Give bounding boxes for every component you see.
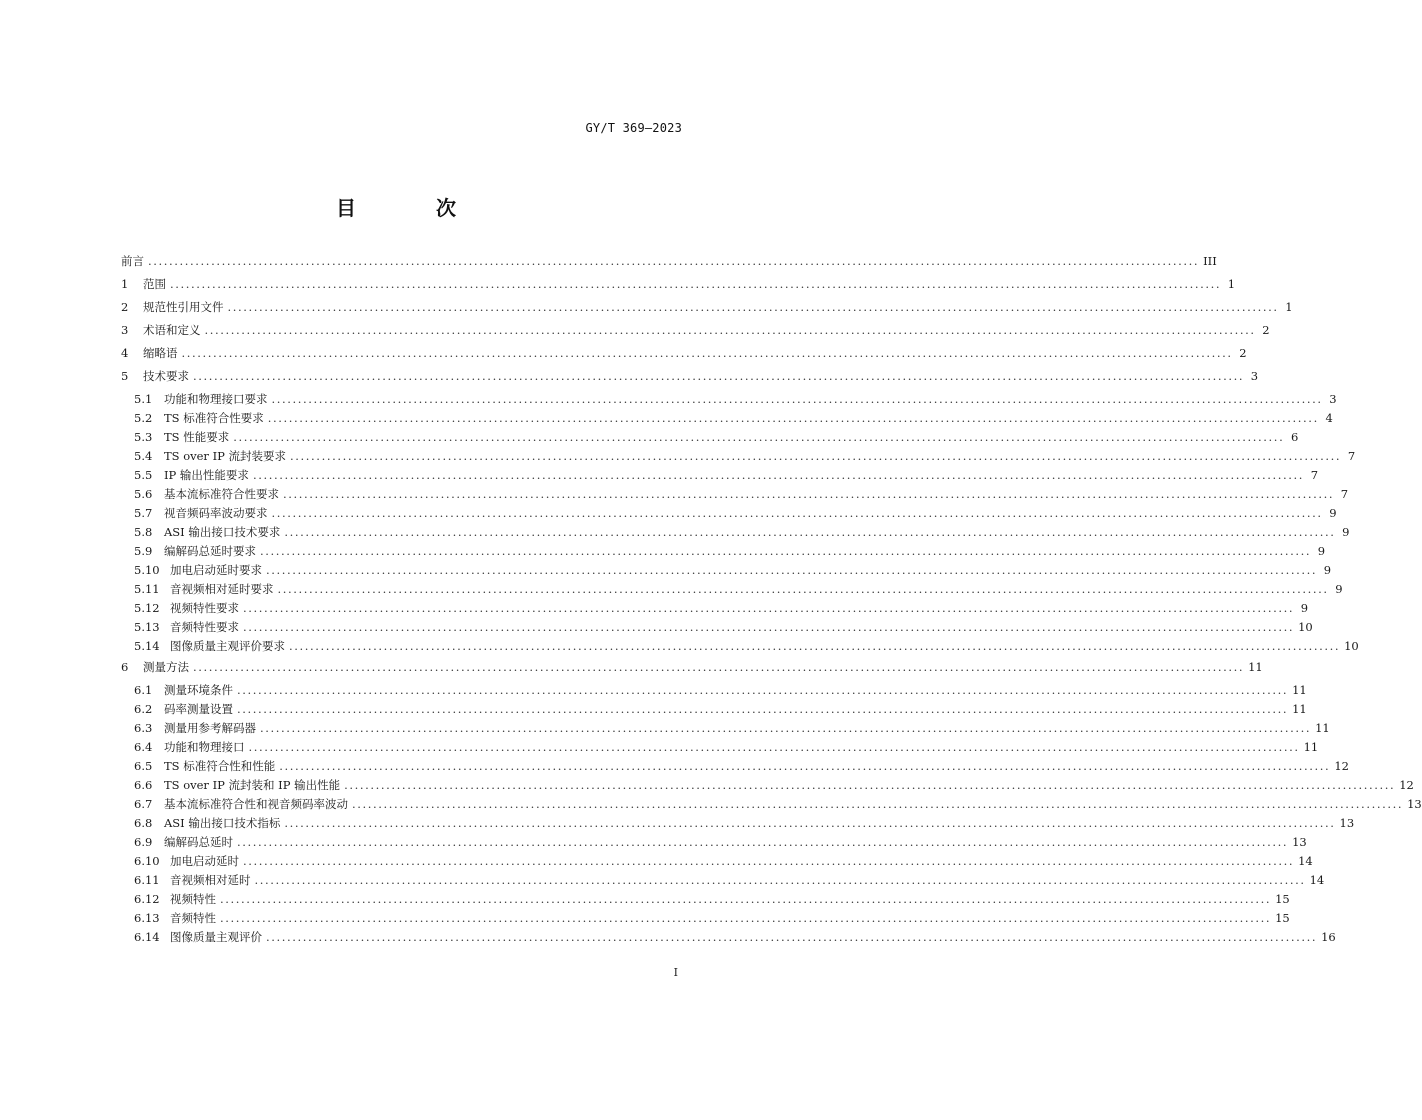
toc-entry-page: 7 bbox=[1347, 449, 1356, 463]
toc-entry-number: 3 bbox=[121, 323, 129, 337]
toc-entry-number: 6.13 bbox=[134, 911, 160, 925]
toc-entry[interactable] bbox=[134, 700, 1307, 718]
toc-entry-page: 10 bbox=[1298, 620, 1313, 634]
toc-entry[interactable] bbox=[134, 637, 1359, 655]
toc-entry-number: 2 bbox=[121, 300, 129, 314]
toc-entry-page: 9 bbox=[1300, 601, 1309, 615]
toc-entry[interactable] bbox=[134, 757, 1349, 775]
toc-entry-page: 9 bbox=[1317, 544, 1326, 558]
standard-code: GY/T 369—2023 bbox=[585, 121, 682, 135]
dot-leader: ........................................................................................................................................................................................................ bbox=[220, 911, 1272, 925]
toc-entry-label: 编解码总延时要求 bbox=[164, 544, 256, 558]
dot-leader: ........................................................................................................................................................................................................ bbox=[266, 563, 1318, 577]
toc-entry-page: 15 bbox=[1275, 911, 1290, 925]
toc-entry-label: 图像质量主观评价要求 bbox=[170, 639, 285, 653]
toc-entry[interactable] bbox=[134, 871, 1325, 889]
toc-entry[interactable] bbox=[121, 298, 1293, 316]
page-number: I bbox=[673, 966, 678, 979]
toc-entry[interactable] bbox=[121, 275, 1236, 293]
toc-entry-label: 视频特性要求 bbox=[170, 601, 239, 615]
dot-leader: ........................................................................................................................................................................................................ bbox=[289, 639, 1341, 653]
toc-entry-page: 11 bbox=[1292, 702, 1307, 716]
toc-entry-page: 11 bbox=[1248, 660, 1263, 674]
toc-entry-page: 16 bbox=[1321, 930, 1336, 944]
toc-entry[interactable] bbox=[134, 542, 1326, 560]
toc-entry[interactable] bbox=[134, 795, 1422, 813]
toc-entry-number: 6 bbox=[121, 660, 129, 674]
toc-entry[interactable] bbox=[121, 367, 1259, 385]
dot-leader: ........................................................................................................................................................................................................ bbox=[248, 740, 1300, 754]
toc-entry-number: 5.14 bbox=[134, 639, 160, 653]
toc-entry[interactable] bbox=[134, 890, 1290, 908]
toc-entry[interactable] bbox=[121, 344, 1247, 362]
toc-entry[interactable] bbox=[134, 390, 1337, 408]
toc-entry-label: 功能和物理接口 bbox=[164, 740, 245, 754]
dot-leader: ........................................................................................................................................................................................................ bbox=[237, 683, 1289, 697]
toc-entry-page: 1 bbox=[1285, 300, 1293, 314]
toc-entry-page: 9 bbox=[1329, 506, 1337, 520]
toc-entry-page: 7 bbox=[1340, 487, 1349, 501]
toc-entry-number: 6.12 bbox=[134, 892, 160, 906]
toc-entry-number: 6.1 bbox=[134, 683, 153, 697]
toc-entry-label: ASI 输出接口技术指标 bbox=[164, 816, 281, 830]
dot-leader: ........................................................................................................................................................................................................ bbox=[193, 369, 1245, 383]
toc-entry-page: 11 bbox=[1315, 721, 1330, 735]
toc-entry-label: 编解码总延时 bbox=[164, 835, 233, 849]
dot-leader: ........................................................................................................................................................................................................ bbox=[148, 254, 1200, 268]
toc-entry-number: 5 bbox=[121, 369, 129, 383]
toc-entry-page: III bbox=[1203, 254, 1217, 268]
toc-entry[interactable] bbox=[121, 321, 1270, 339]
dot-leader: ........................................................................................................................................................................................................ bbox=[252, 468, 1305, 482]
toc-entry-page: 9 bbox=[1323, 563, 1332, 577]
toc-entry-number: 5.1 bbox=[134, 392, 153, 406]
toc-entry[interactable] bbox=[134, 618, 1313, 636]
dot-leader: ........................................................................................................................................................................................................ bbox=[181, 346, 1233, 360]
toc-entry-number: 5.9 bbox=[134, 544, 153, 558]
toc-entry-page: 11 bbox=[1292, 683, 1307, 697]
toc-entry-number: 6.9 bbox=[134, 835, 153, 849]
toc-entry[interactable] bbox=[134, 814, 1355, 832]
toc-entry-label: 视音频码率波动要求 bbox=[164, 506, 268, 520]
dot-leader: ........................................................................................................................................................................................................ bbox=[254, 873, 1306, 887]
toc-entry[interactable] bbox=[134, 523, 1350, 541]
dot-leader: ........................................................................................................................................................................................................ bbox=[237, 702, 1289, 716]
dot-leader: ........................................................................................................................................................................................................ bbox=[352, 797, 1404, 811]
toc-entry[interactable] bbox=[134, 580, 1343, 598]
dot-leader: ........................................................................................................................................................................................................ bbox=[271, 392, 1323, 406]
toc-entry-label: 术语和定义 bbox=[143, 323, 201, 337]
toc-entry[interactable] bbox=[134, 833, 1307, 851]
toc-entry[interactable] bbox=[121, 252, 1217, 270]
toc-entry[interactable] bbox=[134, 447, 1356, 465]
toc-entry-page: 2 bbox=[1262, 323, 1270, 337]
toc-entry-label: ASI 输出接口技术要求 bbox=[164, 525, 281, 539]
toc-entry-number: 6.10 bbox=[134, 854, 160, 868]
toc-entry-number: 5.6 bbox=[134, 487, 153, 501]
toc-entry-label: 前言 bbox=[121, 254, 144, 268]
toc-entry-number: 6.14 bbox=[134, 930, 160, 944]
toc-entry-number: 5.11 bbox=[134, 582, 160, 596]
toc-entry-number: 5.4 bbox=[134, 449, 153, 463]
dot-leader: ........................................................................................................................................................................................................ bbox=[170, 277, 1222, 291]
toc-entry-label: 技术要求 bbox=[143, 369, 189, 383]
toc-entry-number: 5.2 bbox=[134, 411, 153, 425]
dot-leader: ........................................................................................................................................................................................................ bbox=[193, 660, 1245, 674]
toc-entry-label: 基本流标准符合性要求 bbox=[164, 487, 279, 501]
dot-leader: ........................................................................................................................................................................................................ bbox=[271, 506, 1323, 520]
toc-entry-page: 13 bbox=[1292, 835, 1307, 849]
dot-leader: ........................................................................................................................................................................................................ bbox=[204, 323, 1256, 337]
toc-entry-label: TS over IP 流封装和 IP 输出性能 bbox=[164, 778, 341, 792]
toc-entry-page: 6 bbox=[1291, 430, 1299, 444]
toc-entry-page: 9 bbox=[1335, 582, 1343, 596]
toc-entry-label: 加电启动延时要求 bbox=[170, 563, 262, 577]
toc-entry-label: 功能和物理接口要求 bbox=[164, 392, 268, 406]
toc-entry[interactable] bbox=[134, 504, 1337, 522]
toc-entry-label: 加电启动延时 bbox=[170, 854, 239, 868]
dot-leader: ........................................................................................................................................................................................................ bbox=[233, 430, 1285, 444]
dot-leader: ........................................................................................................................................................................................................ bbox=[290, 449, 1342, 463]
toc-entry-page: 14 bbox=[1309, 873, 1325, 887]
dot-leader: ........................................................................................................................................................................................................ bbox=[267, 411, 1319, 425]
toc-entry-number: 6.2 bbox=[134, 702, 153, 716]
toc-entry[interactable] bbox=[134, 852, 1313, 870]
toc-entry[interactable] bbox=[134, 428, 1299, 446]
toc-entry-page: 13 bbox=[1339, 816, 1355, 830]
toc-entry[interactable] bbox=[134, 599, 1309, 617]
toc-entry[interactable] bbox=[134, 485, 1349, 503]
toc-entry-number: 6.7 bbox=[134, 797, 153, 811]
dot-leader: ........................................................................................................................................................................................................ bbox=[284, 525, 1336, 539]
page-title: 目 次 bbox=[336, 196, 486, 220]
toc-entry[interactable] bbox=[134, 909, 1290, 927]
toc-entry-label: 规范性引用文件 bbox=[143, 300, 224, 314]
toc-entry[interactable] bbox=[134, 466, 1319, 484]
dot-leader: ........................................................................................................................................................................................................ bbox=[243, 854, 1295, 868]
toc-entry-number: 5.13 bbox=[134, 620, 160, 634]
dot-leader: ........................................................................................................................................................................................................ bbox=[277, 582, 1329, 596]
toc-entry-label: TS over IP 流封装要求 bbox=[164, 449, 287, 463]
toc-entry-number: 6.5 bbox=[134, 759, 153, 773]
toc-entry[interactable] bbox=[134, 409, 1333, 427]
dot-leader: ........................................................................................................................................................................................................ bbox=[266, 930, 1318, 944]
toc-entry-label: 音视频相对延时要求 bbox=[170, 582, 274, 596]
dot-leader: ........................................................................................................................................................................................................ bbox=[279, 759, 1331, 773]
toc-entry-number: 5.5 bbox=[134, 468, 153, 482]
toc-entry[interactable] bbox=[134, 928, 1336, 946]
dot-leader: ........................................................................................................................................................................................................ bbox=[227, 300, 1279, 314]
toc-entry-page: 7 bbox=[1310, 468, 1319, 482]
toc-entry-label: TS 标准符合性和性能 bbox=[164, 759, 276, 773]
toc-entry-label: TS 标准符合性要求 bbox=[164, 411, 264, 425]
toc-entry[interactable] bbox=[134, 719, 1330, 737]
toc-entry-label: 测量环境条件 bbox=[164, 683, 233, 697]
dot-leader: ........................................................................................................................................................................................................ bbox=[220, 892, 1272, 906]
toc-entry-number: 5.10 bbox=[134, 563, 160, 577]
toc-entry-number: 5.8 bbox=[134, 525, 153, 539]
toc-entry-label: TS 性能要求 bbox=[164, 430, 230, 444]
toc-entry[interactable] bbox=[134, 776, 1414, 794]
toc-entry-page: 15 bbox=[1275, 892, 1290, 906]
toc-entry-number: 6.4 bbox=[134, 740, 153, 754]
dot-leader: ........................................................................................................................................................................................................ bbox=[237, 835, 1289, 849]
toc-entry-label: 测量方法 bbox=[143, 660, 189, 674]
toc-entry-number: 5.3 bbox=[134, 430, 153, 444]
toc-entry-page: 3 bbox=[1329, 392, 1337, 406]
dot-leader: ........................................................................................................................................................................................................ bbox=[243, 620, 1295, 634]
toc-entry-label: 基本流标准符合性和视音频码率波动 bbox=[164, 797, 348, 811]
toc-entry-number: 4 bbox=[121, 346, 129, 360]
toc-entry-page: 9 bbox=[1342, 525, 1350, 539]
toc-entry-page: 14 bbox=[1298, 854, 1313, 868]
dot-leader: ........................................................................................................................................................................................................ bbox=[243, 601, 1295, 615]
toc-entry-number: 5.7 bbox=[134, 506, 153, 520]
toc-entry-label: 图像质量主观评价 bbox=[170, 930, 262, 944]
toc-entry-page: 2 bbox=[1239, 346, 1247, 360]
toc-entry[interactable] bbox=[121, 658, 1263, 676]
toc-entry-number: 1 bbox=[121, 277, 129, 291]
toc-entry-page: 12 bbox=[1399, 778, 1414, 792]
toc-entry-label: 音频特性要求 bbox=[170, 620, 239, 634]
toc-entry-label: 缩略语 bbox=[143, 346, 178, 360]
dot-leader: ........................................................................................................................................................................................................ bbox=[284, 816, 1336, 830]
toc-entry-number: 5.12 bbox=[134, 601, 160, 615]
dot-leader: ........................................................................................................................................................................................................ bbox=[260, 721, 1312, 735]
dot-leader: ........................................................................................................................................................................................................ bbox=[283, 487, 1335, 501]
toc-entry-number: 6.6 bbox=[134, 778, 153, 792]
toc-entry-label: 范围 bbox=[143, 277, 166, 291]
toc-entry-page: 12 bbox=[1334, 759, 1349, 773]
toc-entry-label: 码率测量设置 bbox=[164, 702, 233, 716]
toc-entry-number: 6.11 bbox=[134, 873, 160, 887]
toc-entry-label: 音视频相对延时 bbox=[170, 873, 251, 887]
toc-entry-page: 13 bbox=[1407, 797, 1422, 811]
toc-entry-page: 10 bbox=[1344, 639, 1359, 653]
toc-entry-page: 1 bbox=[1227, 277, 1236, 291]
toc-entry-page: 11 bbox=[1303, 740, 1319, 754]
toc-entry-label: 视频特性 bbox=[170, 892, 216, 906]
toc-entry-page: 4 bbox=[1325, 411, 1333, 425]
toc-entry-label: IP 输出性能要求 bbox=[164, 468, 249, 482]
dot-leader: ........................................................................................................................................................................................................ bbox=[344, 778, 1396, 792]
toc-entry[interactable] bbox=[134, 738, 1319, 756]
dot-leader: ........................................................................................................................................................................................................ bbox=[260, 544, 1312, 558]
toc-entry-number: 6.8 bbox=[134, 816, 153, 830]
toc-entry-number: 6.3 bbox=[134, 721, 153, 735]
toc-entry[interactable] bbox=[134, 561, 1332, 579]
toc-entry-page: 3 bbox=[1250, 369, 1259, 383]
toc-entry-label: 音频特性 bbox=[170, 911, 216, 925]
toc-entry[interactable] bbox=[134, 681, 1307, 699]
toc-entry-label: 测量用参考解码器 bbox=[164, 721, 256, 735]
